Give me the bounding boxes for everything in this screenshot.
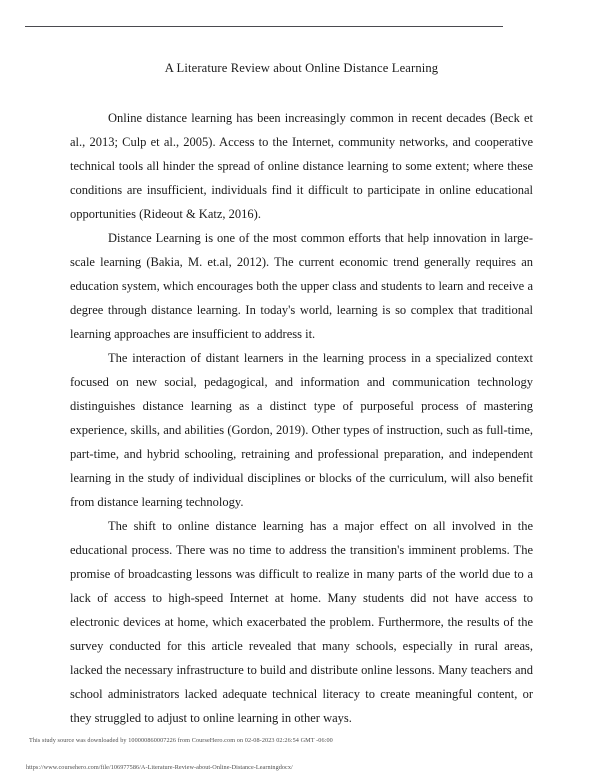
document-body	[70, 60, 533, 730]
body-paragraph: The interaction of distant learners in the learning process in a specialized context focused on new social, pedagogical, and information and communication technology distinguishes distance learning as a distinct type of purposeful process of mastering experience, skills, and abilities (Gordon, 2019). Other types of instruction, such as full-time, part-time, and hybrid schooling, retraining and professional preparation, and independent learning in the study of individual disciplines or blocks of the curriculum, will also benefit from distance learning technology.	[70, 351, 533, 509]
download-notice: This study source was downloaded by 100000860007226 from CourseHero.com on 02-08-2023 02:26:54 GMT -06:00	[29, 737, 333, 744]
page-title: A Literature Review about Online Distance Learning	[164, 61, 439, 75]
source-url: https://www.coursehero.com/file/106977586/A-Literature-Review-about-Online-Distance-Learningdocx/	[26, 764, 293, 771]
body-paragraph: The shift to online distance learning has a major effect on all involved in the educational process. There was no time to address the transition's imminent problems. The promise of broadcasting lessons was difficult to realize in many parts of the world due to a lack of access to high-speed Internet at home. Many students did not have access to electronic devices at home, which exacerbated the problem. Furthermore, the results of the survey conducted for this article revealed that many schools, especially in rural areas, lacked the necessary infrastructure to build and distribute online lessons. Many teachers and school administrators lacked adequate technical literacy to create meaningful content, or they struggled to adjust to online learning in other ways.	[70, 519, 533, 725]
body-paragraph: Online distance learning has been increasingly common in recent decades (Beck et al., 2013; Culp et al., 2005). Access to the Internet, community networks, and cooperative technical tools all hinder the spread of online distance learning to some extent; where these conditions are insufficient, individuals find it difficult to participate in online educational opportunities (Rideout & Katz, 2016).	[70, 111, 533, 221]
body-paragraph: Distance Learning is one of the most common efforts that help innovation in large-scale learning (Bakia, M. et.al, 2012). The current economic trend generally requires an education system, which encourages both the upper class and students to learn and receive a degree through distance learning. In today's world, learning is so complex that traditional learning approaches are insufficient to address it.	[70, 231, 533, 341]
header-divider	[25, 26, 503, 27]
